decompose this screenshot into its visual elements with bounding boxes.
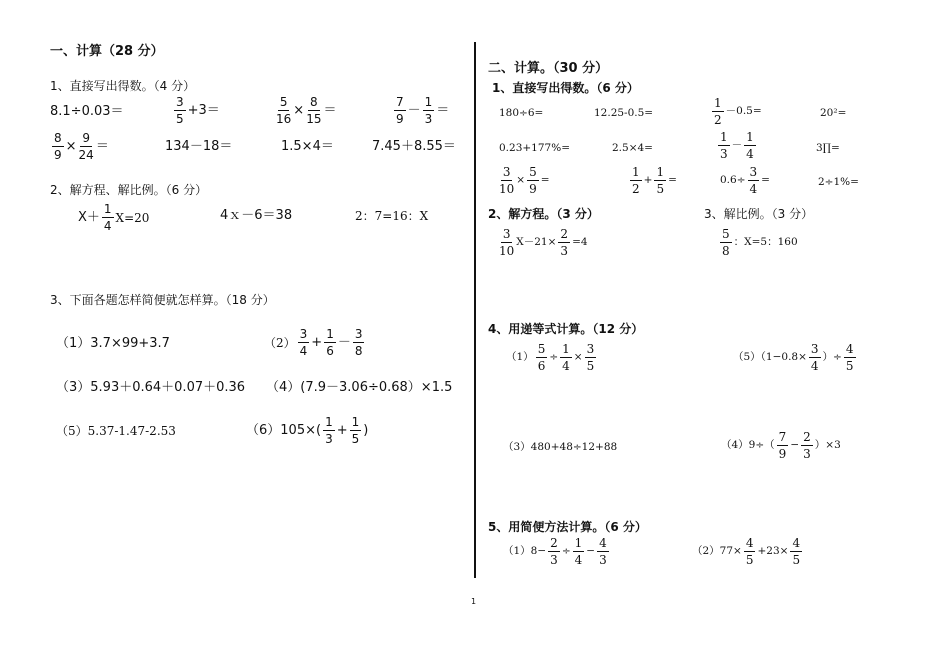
problem-1d: 7 9 － 1 3 ＝: [396, 95, 450, 126]
r-problem-5-2: （2）77× $\frac{4}{5}$ +23× $\frac{4}{5}$: [692, 536, 801, 567]
r-problem-k: 0.6÷ $\frac{3}{4}$ =: [720, 165, 770, 196]
r-problem-j: 1 2 + $\frac{1}{5}$ =: [632, 165, 677, 196]
problem-1f: 134－18＝: [165, 139, 233, 154]
r-question-2-heading: 2、解方程。（3 分）: [488, 207, 599, 221]
problem-3-6: （6）105×( 1 3 + $\frac{1}{5}$ ): [246, 415, 369, 446]
page-number: 1: [471, 597, 477, 606]
r-question-3-heading: 3、解比例。（3 分）: [704, 207, 814, 221]
problem-3-1: （1）3.7×99+3.7: [56, 336, 170, 351]
proportion-2c: 2：7=16：X: [355, 209, 429, 223]
problem-1a: 8.1÷0.03＝: [50, 104, 124, 119]
r-problem-e: 0.23+177%=: [499, 142, 570, 154]
r-problem-i: $\frac{3}{10}$ × $\frac{5}{9}$ =: [499, 165, 550, 196]
problem-1g: 1.5×4＝: [281, 139, 334, 154]
r-problem-a: 180÷6=: [499, 107, 544, 119]
r-problem-4-5: （5）（1−0.8× $\frac{3}{4}$ ）÷ $\frac{4}{5}$: [733, 342, 854, 373]
fraction: 3 5: [176, 95, 184, 126]
problem-1c: $\frac{5}{16}$ × $\frac{8}{15}$ ＝: [276, 95, 337, 126]
r-equation: 3 10 X－21× $\frac{2}{3}$ =4: [499, 227, 588, 258]
question-3-heading: 3、下面各题怎样简便就怎样算。（18 分）: [50, 293, 275, 307]
r-problem-5-1: （1）8− $\frac{2}{3}$ ÷ $\frac{1}{4}$ − $\frac{4}{3}$: [503, 536, 607, 567]
question-1-heading: 1、直接写出得数。（4 分）: [50, 79, 196, 93]
r-problem-h: 3∏=: [816, 142, 840, 154]
r-problem-c: 1 2 －0.5=: [714, 96, 762, 127]
r-question-1-heading: 1、直接写出得数。（6 分）: [492, 81, 639, 95]
r-problem-4-1: （1） $\frac{5}{6}$ ÷ $\frac{1}{4}$ × $\frac{3}{5}$: [506, 342, 595, 373]
problem-1e: $\frac{8}{9}$ × $\frac{9}{24}$ ＝: [54, 131, 109, 162]
r-problem-4-4: （4）9÷（ 7 9 − $\frac{2}{3}$ ）×3: [721, 430, 841, 461]
r-problem-f: 2.5×4=: [612, 142, 653, 154]
problem-1h: 7.45＋8.55＝: [372, 139, 456, 154]
r-problem-4-3: （3）480+48÷12+88: [503, 441, 618, 453]
problem-3-3: （3）5.93＋0.64＋0.07＋0.36: [56, 380, 246, 395]
r-problem-b: 12.25-0.5=: [594, 107, 654, 119]
question-2-heading: 2、解方程、解比例。（6 分）: [50, 183, 208, 197]
r-question-5-heading: 5、用简便方法计算。（6 分）: [488, 520, 647, 534]
r-problem-g: 1 3 － 1 4: [720, 130, 754, 161]
column-divider: [474, 42, 476, 578]
problem-3-5: （5）5.37-1.47-2.53: [56, 424, 176, 438]
r-problem-d: 20²=: [820, 107, 847, 119]
problem-1b: 3 5 +3＝: [176, 95, 220, 126]
section-title-2: 二、计算。（30 分）: [488, 61, 609, 76]
equation-2b: 4ｘ－6＝38: [220, 208, 293, 223]
problem-3-2: （2） 3 4 + $\frac{1}{6}$ － 3 8: [264, 327, 363, 358]
equation-2a: X＋ 1 4 X=20: [78, 202, 150, 233]
problem-3-4: （4）(7.9－3.06÷0.68）×1.5: [266, 380, 453, 395]
section-title-1: 一、计算（28 分）: [50, 44, 164, 59]
r-proportion: 5 8 ：X=5：160: [722, 227, 798, 258]
r-problem-l: 2÷1%=: [818, 176, 859, 188]
r-question-4-heading: 4、用递等式计算。（12 分）: [488, 322, 644, 336]
